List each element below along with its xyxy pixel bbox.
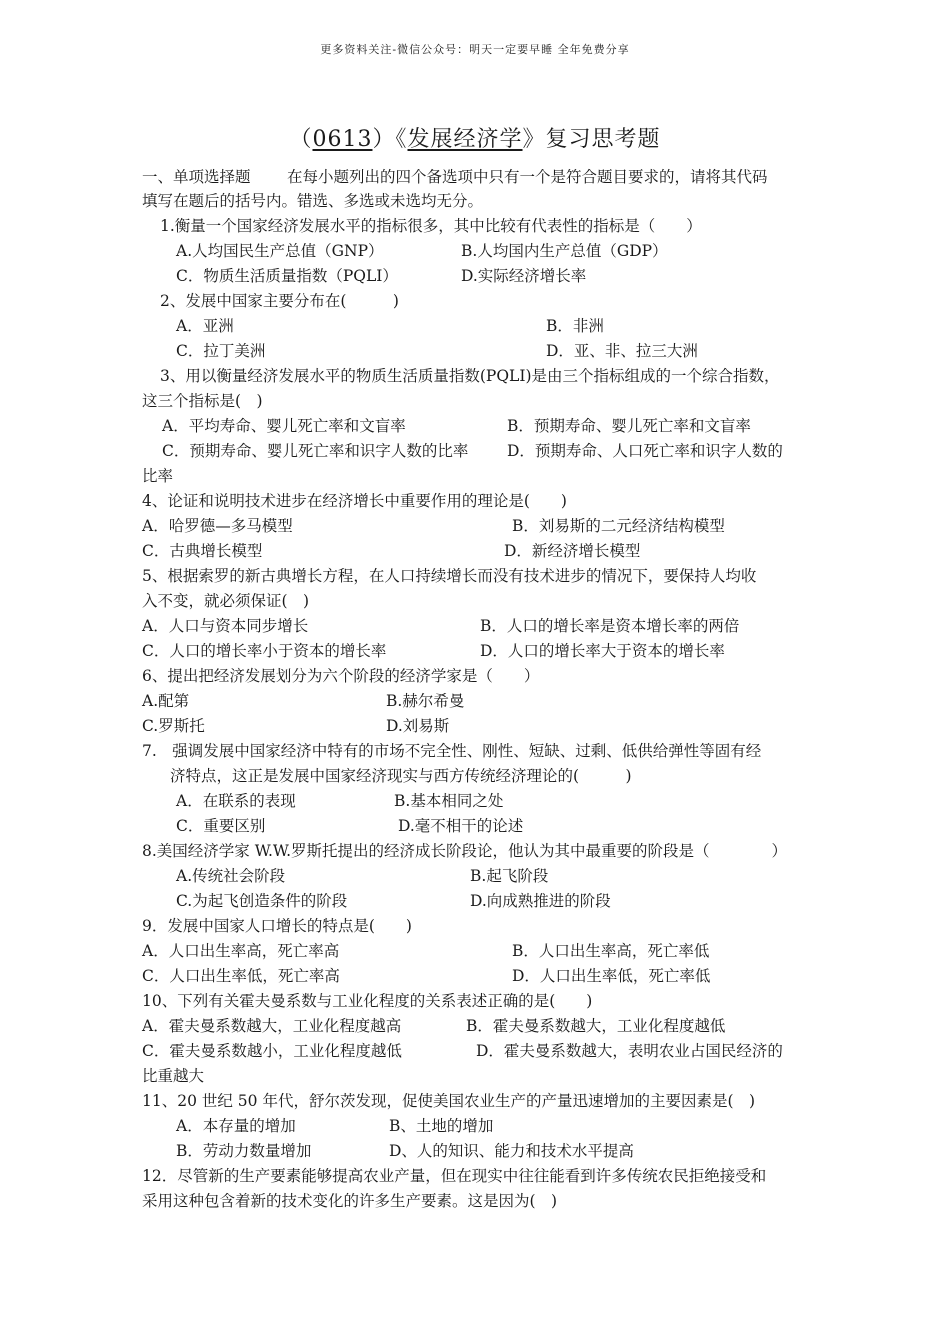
q8-option-d: D.向成熟推进的阶段 [470,892,611,910]
q1-option-d: D.实际经济增长率 [461,267,587,285]
q4-option-b: B．刘易斯的二元经济结构模型 [512,517,725,535]
promo-banner: 更多资料关注-微信公众号：明天一定要早睡 全年免费分享 [320,43,630,56]
q2-stem: 2、发展中国家主要分布在( ) [160,292,399,310]
q5-option-a: A．人口与资本同步增长 [142,617,309,635]
q8-option-b: B.起飞阶段 [470,867,549,885]
q4-option-a: A．哈罗德—多马模型 [142,517,293,535]
q5-option-c: C．人口的增长率小于资本的增长率 [142,642,387,660]
q6-option-c: C.罗斯托 [142,717,205,735]
q9-option-b: B．人口出生率高，死亡率低 [512,942,710,960]
q7-stem-1: 7. 强调发展中国家经济中特有的市场不完全性、刚性、短缺、过剩、低供给弹性等固有经 [142,742,762,760]
section-heading: 一、单项选择题 [142,168,251,186]
q8-option-a: A.传统社会阶段 [176,867,286,885]
q3-option-c: C．预期寿命、婴儿死亡率和识字人数的比率 [162,442,469,460]
q3-option-d-continued: 比率 [142,467,174,485]
q6-option-a: A.配第 [142,692,190,710]
q5-stem-2: 入不变，就必须保证( ) [142,592,310,610]
q3-option-a: A．平均寿命、婴儿死亡率和文盲率 [162,417,406,435]
q7-option-b: B.基本相同之处 [394,792,504,810]
q10-option-c: C．霍夫曼系数越小，工业化程度越低 [142,1042,402,1060]
course-subject: 发展经济学 [407,127,523,152]
q12-stem-1: 12．尽管新的生产要素能够提高农业产量，但在现实中往往能看到许多传统农民拒绝接受和 [142,1167,767,1185]
page-title [0,122,950,153]
q2-option-a: A．亚洲 [176,317,234,335]
title-prefix: （ [289,127,313,152]
q9-option-c: C．人口出生率低，死亡率高 [142,967,340,985]
q1-option-b: B.人均国内生产总值（GDP） [461,242,668,260]
section-instruction-1: 在每小题列出的四个备选项中只有一个是符合题目要求的，请将其代码 [287,168,768,186]
q11-stem: 11、20 世纪 50 年代，舒尔茨发现，促使美国农业生产的产量迅速增加的主要因素是( ) [142,1092,756,1110]
q7-option-a: A．在联系的表现 [176,792,296,810]
q2-option-d: D．亚、非、拉三大洲 [546,342,698,360]
q10-option-b: B．霍夫曼系数越大，工业化程度越低 [466,1017,726,1035]
q2-option-c: C．拉丁美洲 [176,342,266,360]
q5-option-b: B．人口的增长率是资本增长率的两倍 [480,617,740,635]
q3-stem-1: 3、用以衡量经济发展水平的物质生活质量指数(PQLI)是由三个指标组成的一个综合指数， [160,367,780,385]
q7-stem-2: 济特点，这正是发展中国家经济现实与西方传统经济理论的( ) [170,767,632,785]
q8-option-c: C.为起飞创造条件的阶段 [176,892,348,910]
q2-option-b: B．非洲 [546,317,604,335]
q5-stem-1: 5、根据索罗的新古典增长方程，在人口持续增长而没有技术进步的情况下，要保持人均收 [142,567,757,585]
q11-option-c: B．劳动力数量增加 [176,1142,312,1160]
q9-option-a: A．人口出生率高，死亡率高 [142,942,340,960]
q11-option-d: D、人的知识、能力和技术水平提高 [389,1142,634,1160]
q8-stem: 8.美国经济学家 W.W.罗斯托提出的经济成长阶段论，他认为其中最重要的阶段是（ ） [142,842,788,860]
q6-stem: 6、提出把经济发展划分为六个阶段的经济学家是（ ） [142,667,540,685]
q9-stem: 9．发展中国家人口增长的特点是( ) [142,917,412,935]
q1-stem: 1.衡量一个国家经济发展水平的指标很多，其中比较有代表性的指标是（ ） [160,217,702,235]
q11-option-a: A．本存量的增加 [176,1117,296,1135]
q7-option-d: D.毫不相干的论述 [398,817,524,835]
q11-option-b: B、土地的增加 [389,1117,494,1135]
title-middle: ）《 [372,127,408,152]
q1-option-a: A.人均国民生产总值（GNP） [176,242,384,260]
q3-option-d: D．预期寿命、人口死亡率和识字人数的 [507,442,783,460]
q3-stem-2: 这三个指标是( ) [142,392,263,410]
q7-option-c: C．重要区别 [176,817,266,835]
section-instruction-2: 填写在题后的括号内。错选、多选或未选均无分。 [142,192,484,210]
q9-option-d: D．人口出生率低，死亡率低 [512,967,711,985]
q10-stem: 10、下列有关霍夫曼系数与工业化程度的关系表述正确的是( ) [142,992,593,1010]
q1-option-c: C．物质生活质量指数（PQLI） [176,267,398,285]
course-code: 0613 [312,127,373,152]
q6-option-b: B.赫尔希曼 [386,692,465,710]
title-suffix: 》复习思考题 [522,127,661,152]
q6-option-d: D.刘易斯 [386,717,450,735]
q3-option-b: B．预期寿命、婴儿死亡率和文盲率 [507,417,751,435]
q10-option-d-continued: 比重越大 [142,1067,205,1085]
q12-stem-2: 采用这种包含着新的技术变化的许多生产要素。这是因为( ) [142,1192,558,1210]
q10-option-d: D．霍夫曼系数越大，表明农业占国民经济的 [476,1042,783,1060]
q4-option-c: C．古典增长模型 [142,542,263,560]
q4-stem: 4、论证和说明技术进步在经济增长中重要作用的理论是( ) [142,492,567,510]
q4-option-d: D．新经济增长模型 [504,542,641,560]
q10-option-a: A．霍夫曼系数越大，工业化程度越高 [142,1017,402,1035]
q5-option-d: D．人口的增长率大于资本的增长率 [480,642,725,660]
